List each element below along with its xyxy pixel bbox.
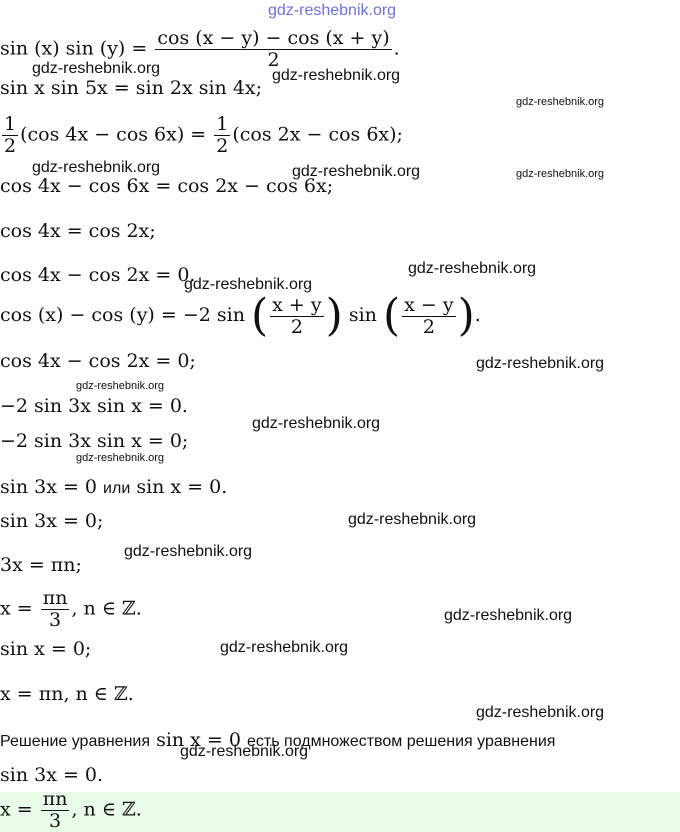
fraction-half: [2, 114, 18, 157]
denominator: 2: [422, 315, 435, 338]
watermark: gdz-reshebnik.org: [76, 452, 165, 464]
right-paren: ): [457, 290, 475, 341]
right-paren: ): [325, 290, 343, 341]
formula-text: (cos 2x − cos 6x);: [232, 123, 403, 146]
formula-text: .: [474, 304, 481, 326]
left-paren: (: [382, 290, 401, 341]
formula-text: sin: [348, 304, 377, 326]
sentence-text: есть подмножеством решения уравнения: [247, 733, 556, 750]
denominator: 2: [216, 134, 229, 157]
formula-text: x =: [0, 597, 33, 620]
left-paren: (: [251, 290, 269, 341]
watermark: gdz-reshebnik.org: [476, 704, 605, 721]
formula-equation: cos 4x − cos 2x = 0;: [0, 350, 196, 372]
formula-text: sin (x) sin (y) =: [0, 37, 148, 60]
watermark: gdz-reshebnik.org: [476, 355, 605, 372]
watermark: gdz-reshebnik.org: [252, 415, 381, 432]
formula-equation: sin x = 0;: [0, 638, 92, 660]
denominator: 2: [4, 134, 17, 157]
formula-equation: −2 sin 3x sin x = 0;: [0, 430, 189, 452]
formula-text: x =: [0, 798, 33, 821]
denominator: 2: [290, 315, 303, 338]
formula-text: , n ∈ ℤ.: [71, 597, 142, 620]
formula-text: sin x = 0.: [136, 476, 228, 498]
numerator: 1: [4, 113, 17, 135]
fraction: [402, 295, 455, 338]
numerator: 1: [216, 113, 229, 135]
formula-text: cos (x) − cos (y) = −2 sin: [0, 304, 245, 326]
watermark: gdz-reshebnik.org: [272, 67, 401, 84]
formula-halves: [0, 114, 403, 157]
formula-equation: sin 3x = 0;: [0, 510, 104, 532]
denominator: 3: [49, 809, 62, 832]
numerator: πn: [42, 788, 68, 810]
formula-text: , n ∈ ℤ.: [71, 798, 142, 821]
fraction-half: [214, 114, 230, 157]
formula-equation: −2 sin 3x sin x = 0.: [0, 395, 188, 417]
formula-difference-of-cosines: [0, 290, 481, 341]
formula-equation: cos 4x − cos 6x = cos 2x − cos 6x;: [0, 175, 334, 197]
watermark-top: gdz-reshebnik.org: [268, 2, 397, 19]
numerator: πn: [42, 587, 68, 609]
watermark: gdz-reshebnik.org: [444, 607, 573, 624]
denominator: 2: [267, 48, 280, 71]
formula-cases: [0, 478, 227, 497]
formula-text: .: [393, 37, 400, 60]
watermark: gdz-reshebnik.org: [348, 511, 477, 528]
formula-text: (cos 4x − cos 6x) =: [20, 123, 207, 146]
fraction: [41, 588, 70, 631]
watermark: gdz-reshebnik.org: [220, 639, 349, 656]
formula-equation: cos 4x − cos 2x = 0.: [0, 264, 196, 286]
conjunction-text: или: [103, 480, 131, 497]
watermark: gdz-reshebnik.org: [180, 743, 309, 760]
watermark: gdz-reshebnik.org: [184, 276, 313, 293]
watermark: gdz-reshebnik.org: [76, 380, 165, 392]
watermark: gdz-reshebnik.org: [408, 260, 537, 277]
formula-equation: sin 3x = 0.: [0, 764, 104, 786]
numerator: x + y: [272, 293, 322, 316]
formula-text: sin 3x = 0: [0, 476, 97, 498]
fraction: [270, 295, 323, 338]
formula-root-set: [0, 588, 142, 631]
sentence-text: Решение уравнения: [0, 733, 151, 750]
watermark: gdz-reshebnik.org: [124, 543, 253, 560]
watermark: gdz-reshebnik.org: [516, 96, 605, 108]
denominator: 3: [49, 608, 62, 631]
watermark: gdz-reshebnik.org: [32, 159, 161, 176]
watermark: gdz-reshebnik.org: [32, 60, 161, 77]
formula-inline: sin x = 0: [156, 729, 241, 751]
numerator: cos (x − y) − cos (x + y): [157, 27, 390, 49]
formula-root-set: x = πn, n ∈ ℤ.: [0, 683, 134, 705]
formula-equation: cos 4x = cos 2x;: [0, 220, 156, 242]
fraction: [155, 28, 391, 71]
fraction: [41, 789, 70, 832]
formula-equation: sin x sin 5x = sin 2x sin 4x;: [0, 77, 263, 99]
final-answer: [0, 789, 142, 832]
formula-equation: 3x = πn;: [0, 554, 82, 576]
watermark: gdz-reshebnik.org: [516, 168, 605, 180]
numerator: x − y: [404, 293, 454, 316]
watermark: gdz-reshebnik.org: [292, 163, 421, 180]
